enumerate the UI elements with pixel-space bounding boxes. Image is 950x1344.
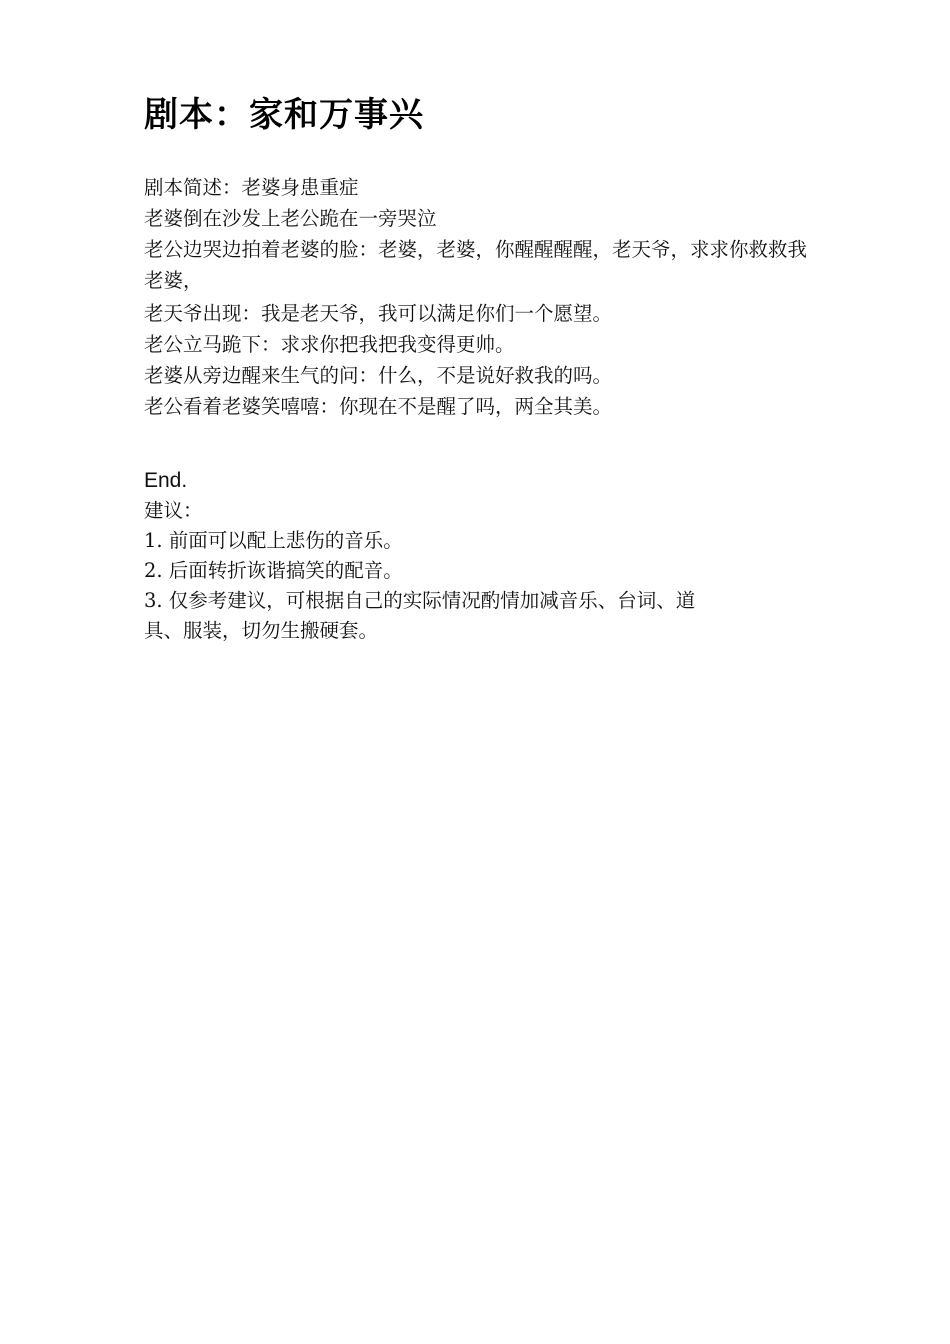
script-line: 剧本简述：老婆身患重症 bbox=[144, 176, 359, 199]
script-line: 老天爷出现：我是老天爷，我可以满足你们一个愿望。 bbox=[144, 302, 613, 325]
script-body bbox=[144, 172, 814, 464]
script-line: 老公边哭边拍着老婆的脸：老婆，老婆，你醒醒醒醒，老天爷，求求你救救我老婆， bbox=[144, 238, 808, 292]
end-label: End. bbox=[144, 469, 188, 492]
spacer bbox=[144, 422, 814, 464]
script-line: 老婆倒在沙发上老公跪在一旁哭泣 bbox=[144, 207, 437, 230]
script-line: 老婆从旁边醒来生气的问：什么，不是说好救我的吗。 bbox=[144, 364, 613, 387]
suggestion-item: 3. 仅参考建议，可根据自己的实际情况酌情加减音乐、台词、道具、服装，切勿生搬硬套。 bbox=[144, 589, 696, 642]
document-title: 剧本：家和万事兴 bbox=[144, 95, 424, 135]
script-line: 老公立马跪下：求求你把我把我变得更帅。 bbox=[144, 333, 515, 356]
suggestions-heading: 建议： bbox=[144, 499, 203, 522]
script-line: 老公看着老婆笑嘻嘻：你现在不是醒了吗，两全其美。 bbox=[144, 395, 613, 418]
suggestions-section bbox=[144, 464, 724, 646]
suggestion-item: 1. 前面可以配上悲伤的音乐。 bbox=[144, 529, 403, 552]
suggestion-item: 2. 后面转折诙谐搞笑的配音。 bbox=[144, 559, 403, 582]
